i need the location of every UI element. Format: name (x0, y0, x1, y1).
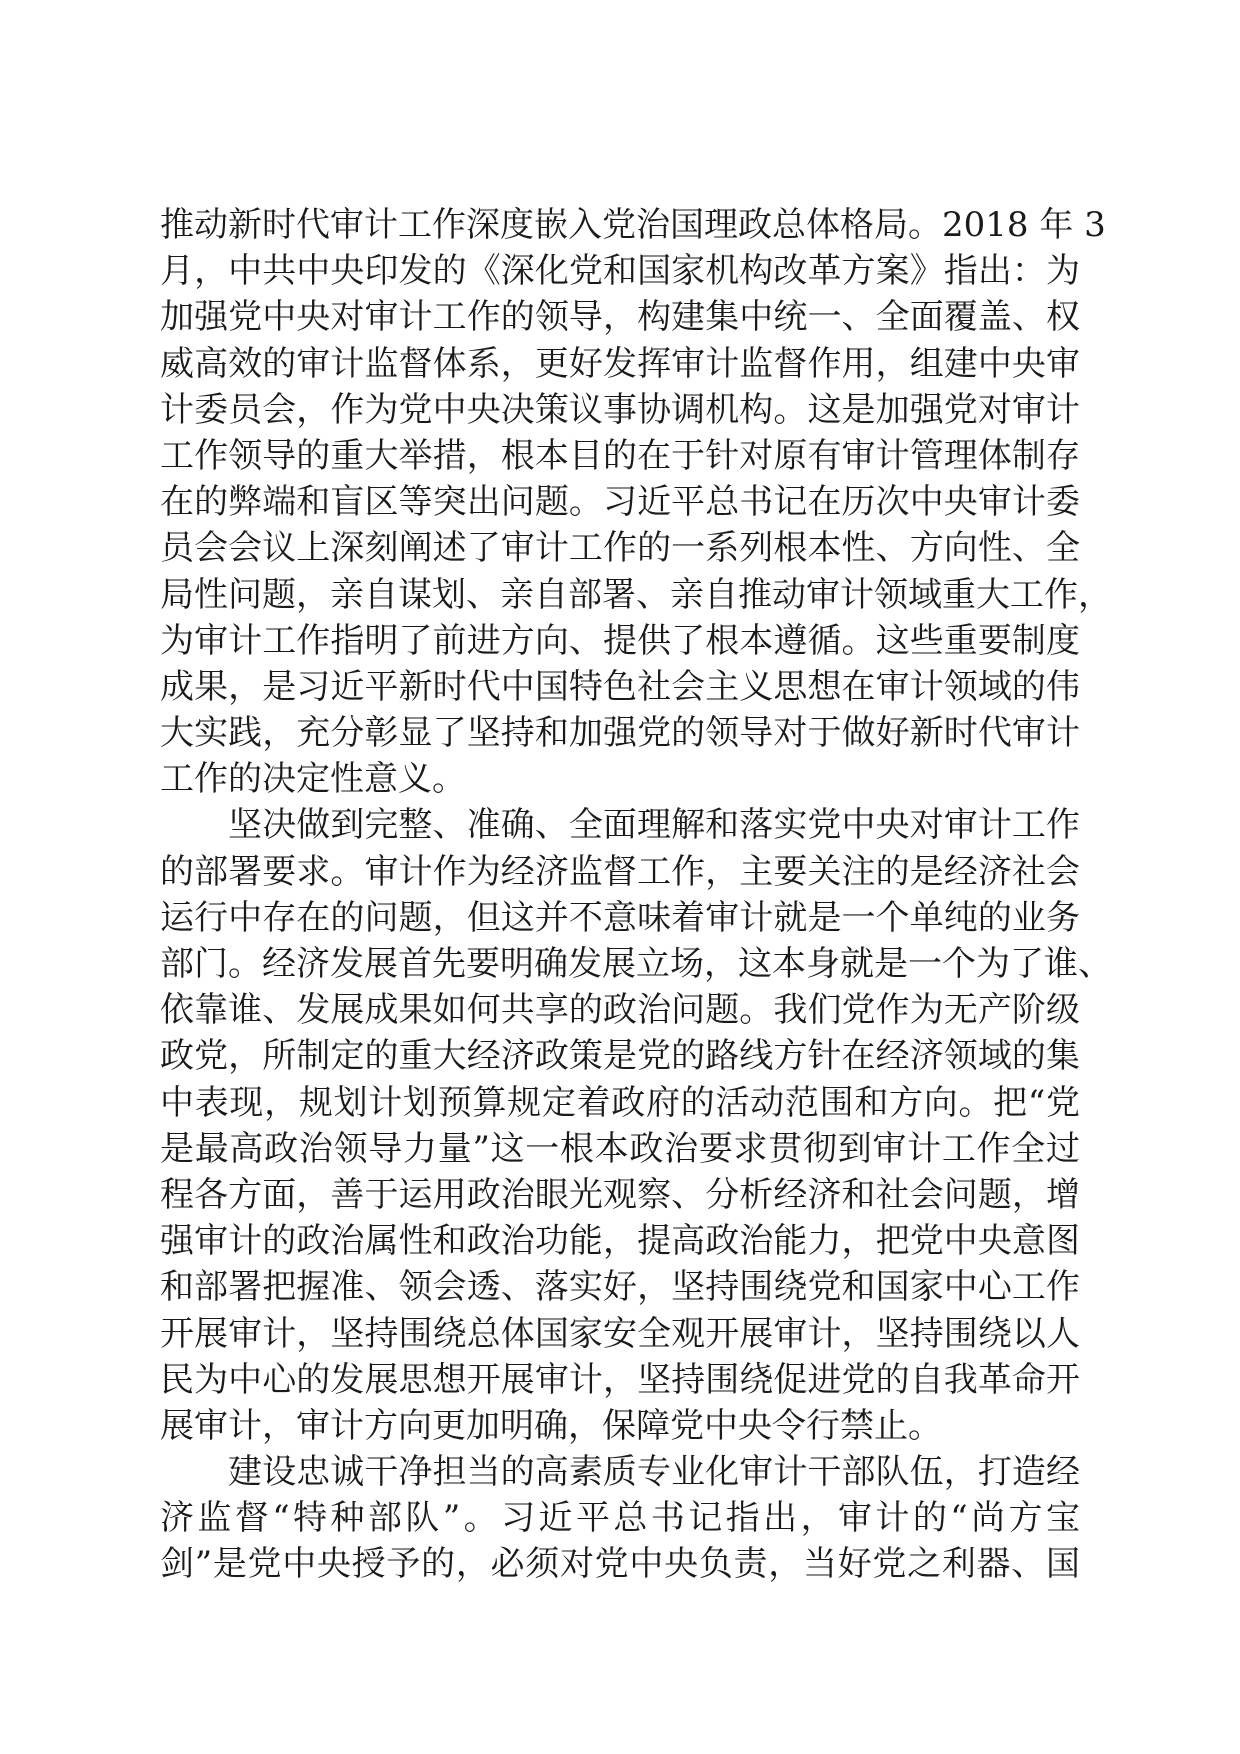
text-line: 强审计的政治属性和政治功能，提高政治能力，把党中央意图 (160, 1221, 1080, 1262)
text-line: 剑”是党中央授予的，必须对党中央负责，当好党之利器、国 (160, 1544, 1080, 1585)
text-line: 济监督“特种部队”。习近平总书记指出，审计的“尚方宝 (160, 1498, 1080, 1539)
text-line: 程各方面，善于运用政治眼光观察、分析经济和社会问题，增 (160, 1174, 1080, 1215)
text-line: 政党，所制定的重大经济政策是党的路线方针在经济领域的集 (160, 1036, 1080, 1077)
text-line: 加强党中央对审计工作的领导，构建集中统一、全面覆盖、权 (160, 297, 1080, 338)
text-line: 工作领导的重大举措，根本目的在于针对原有审计管理体制存 (160, 435, 1080, 476)
text-line: 局性问题，亲自谋划、亲自部署、亲自推动审计领域重大工作， (160, 574, 1112, 615)
text-line: 为审计工作指明了前进方向、提供了根本遵循。这些重要制度 (160, 620, 1080, 661)
text-line: 员会会议上深刻阐述了审计工作的一系列根本性、方向性、全 (160, 528, 1080, 569)
text-line: 威高效的审计监督体系，更好发挥审计监督作用，组建中央审 (160, 343, 1080, 384)
text-line: 坚决做到完整、准确、全面理解和落实党中央对审计工作 (228, 805, 1080, 846)
text-line: 工作的决定性意义。 (160, 759, 466, 800)
text-line: 在的弊端和盲区等突出问题。习近平总书记在历次中央审计委 (160, 482, 1080, 523)
text-line: 推动新时代审计工作深度嵌入党治国理政总体格局。2018 年 3 (160, 205, 1106, 245)
paragraph-1 (160, 202, 1112, 802)
text-line: 和部署把握准、领会透、落实好，坚持围绕党和国家中心工作 (160, 1267, 1080, 1308)
text-line: 计委员会，作为党中央决策议事协调机构。这是加强党对审计 (160, 389, 1080, 430)
text-line: 的部署要求。审计作为经济监督工作，主要关注的是经济社会 (160, 851, 1080, 892)
text-line: 是最高政治领导力量”这一根本政治要求贯彻到审计工作全过 (160, 1128, 1080, 1169)
text-line: 开展审计，坚持围绕总体国家安全观开展审计，坚持围绕以人 (160, 1313, 1080, 1354)
text-line: 大实践，充分彰显了坚持和加强党的领导对于做好新时代审计 (160, 713, 1080, 754)
text-line: 民为中心的发展思想开展审计，坚持围绕促进党的自我革命开 (160, 1359, 1080, 1400)
text-line: 运行中存在的问题，但这并不意味着审计就是一个单纯的业务 (160, 897, 1080, 938)
text-line: 月，中共中央印发的《深化党和国家机构改革方案》指出：为 (160, 251, 1080, 292)
paragraph-3 (160, 1449, 1080, 1588)
text-line: 成果，是习近平新时代中国特色社会主义思想在审计领域的伟 (160, 666, 1080, 707)
text-line: 部门。经济发展首先要明确发展立场，这本身就是一个为了谁、 (160, 944, 1112, 984)
text-line: 建设忠诚干净担当的高素质专业化审计干部队伍，打造经 (228, 1452, 1080, 1493)
text-line: 中表现，规划计划预算规定着政府的活动范围和方向。把“党 (160, 1082, 1080, 1123)
text-line: 展审计，审计方向更加明确，保障党中央令行禁止。 (160, 1405, 942, 1446)
body-text (160, 202, 1112, 1588)
text-line: 依靠谁、发展成果如何共享的政治问题。我们党作为无产阶级 (160, 990, 1080, 1031)
paragraph-2 (160, 802, 1112, 1449)
